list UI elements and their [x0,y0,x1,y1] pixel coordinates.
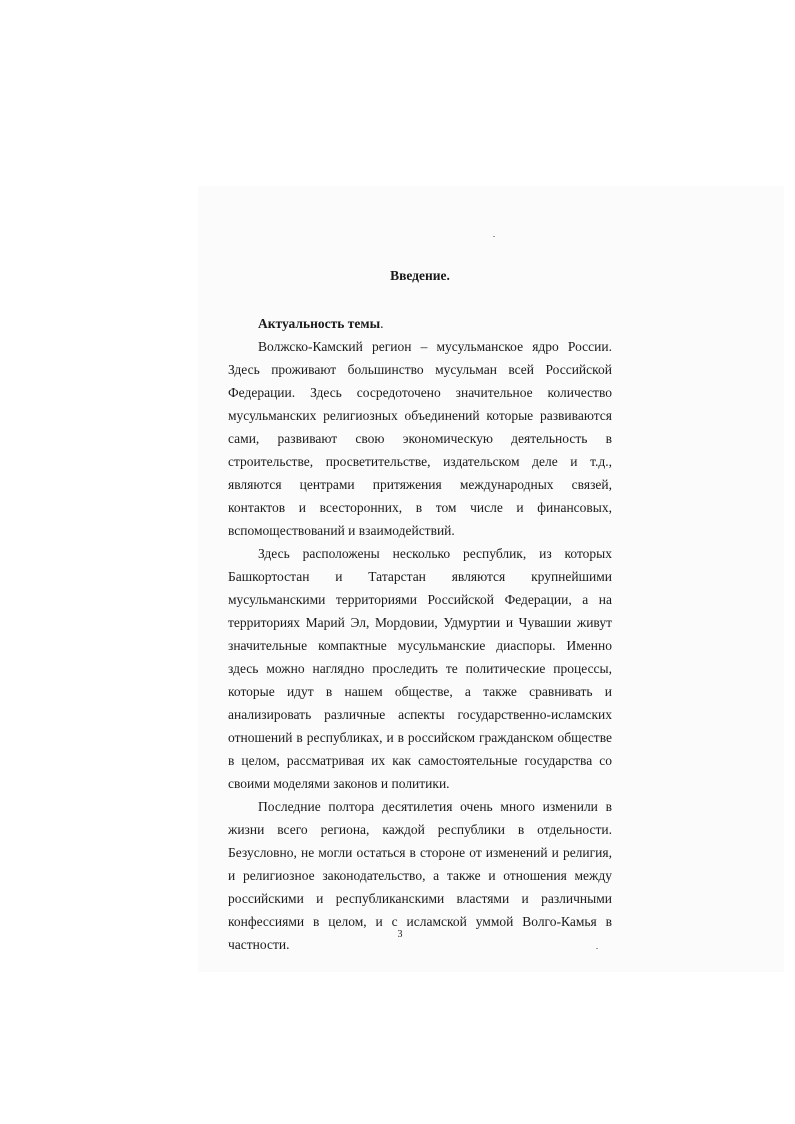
paragraph: Здесь расположены несколько республик, из которых Башкортостан и Татарстан являются крупнейшими мусульманскими территориями Российской Федерации, а на территориях Марий Эл, Мордовии, Удмуртии и Чувашии живут значительные компактные мусульманские диаспоры. Именно здесь можно наглядно проследить те политические процессы, которые идут в нашем обществе, а также сравнивать и анализировать различные аспекты государственно-исламских отношений в республиках, и в российском гражданском обществе в целом, рассматривая их как самостоятельные государства со своими моделями законов и политики. [228,546,612,791]
subheading-period: . [380,316,384,331]
section-subheading: Актуальность темы [258,316,381,331]
document-heading: Введение. [390,268,450,283]
page-number: 3 [397,929,403,940]
paragraph: Волжско-Камский регион – мусульманское ядро России. Здесь проживают большинство мусульман всей Российской Федерации. Здесь сосредоточено значительное количество мусульманских религиозных объединений которые развиваются сами, развивают свою экономическую деятельность в строительстве, просветительстве, издательском деле и т.д., являются центрами притяжения международных связей, контактов и всесторонних, в том числе и финансовых, вспомоществований и взаимодействий. [228,339,612,538]
subheading-line [228,312,612,335]
document-body [228,312,612,956]
scan-speck [493,236,495,237]
paragraph: Последние полтора десятилетия очень много изменили в жизни всего региона, каждой республики в отдельности. Безусловно, не могли остаться в стороне от изменений и религия, и религиозное законодательство, а также и отношения между российскими и республиканскими властями и различными конфессиями в целом, и с исламской уммой Волго-Камья в частности. [228,799,612,952]
